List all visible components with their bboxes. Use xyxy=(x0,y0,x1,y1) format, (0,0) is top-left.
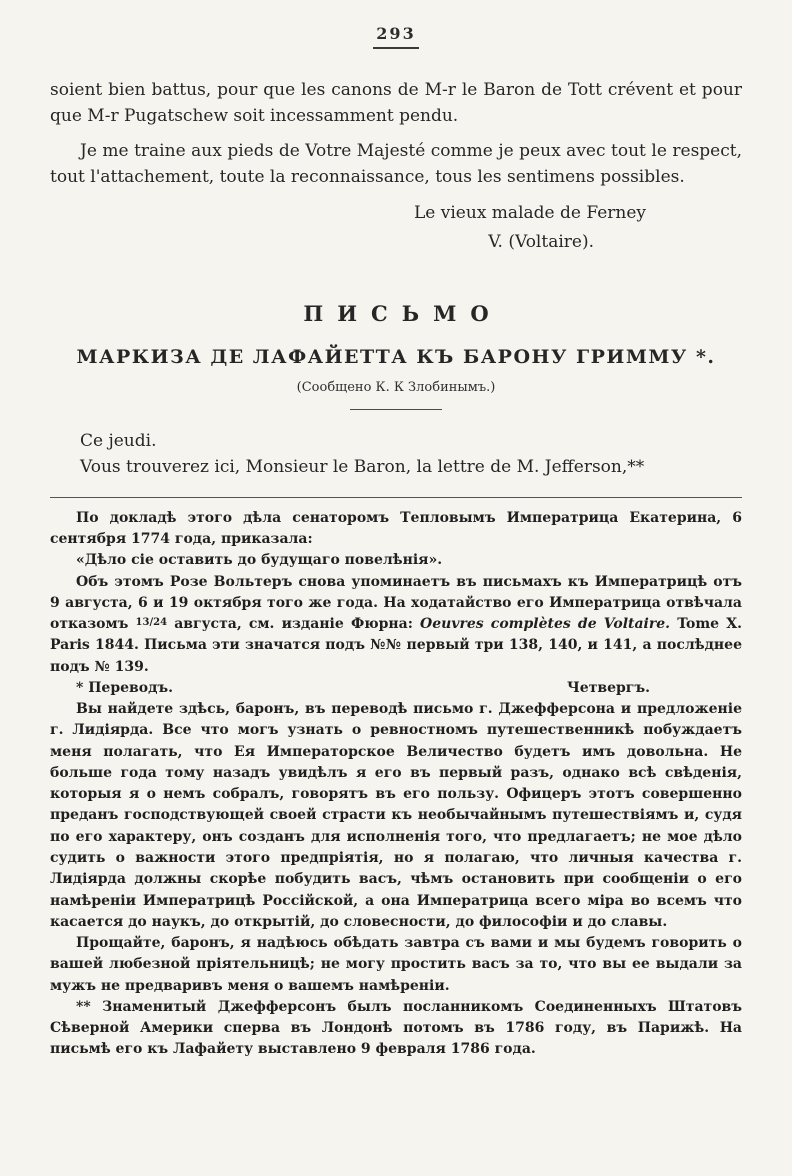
footnote-separator xyxy=(50,497,742,498)
translation-farewell: Прощайте, баронъ, я надѣюсь обѣдать завтра съ вами и мы будемъ говорить о вашей любезной пріятельницѣ; не могу простить васъ за то, что вы ее выдали за мужъ не предваривъ меня о вашемъ намѣреніи. xyxy=(50,935,742,994)
voltaire-paragraph-1: soient bien battus, pour que les canons de M-r le Baron de Tott crévent et pour que M-r Pugatschew soit incessamment pendu. xyxy=(50,80,742,127)
voltaire-paragraph-2: Je me traine aux pieds de Votre Majesté comme je peux avec tout le respect, tout l'attachement, toute la reconnaissance, tous les sentimens possibles. xyxy=(50,140,742,188)
voltaire-signature-place: Le vieux malade de Ferney xyxy=(414,203,646,224)
page-number-rule xyxy=(373,47,419,49)
footnote-voltaire-letters-text-1: Объ этомъ Розе Вольтеръ снова упоминаетъ въ письмахъ къ Императрицѣ отъ 9 августа, 6 и 19 октября того же года. На ходатайство его Императрица отвѣчала отказомъ xyxy=(50,573,742,633)
voltaire-letter-end xyxy=(50,77,742,255)
oeuvres-book-title: Oeuvres complètes de Voltaire. xyxy=(420,616,671,633)
footnote-catherine-order: По докладѣ этого дѣла сенаторомъ Тепловымъ Императрица Екатерина, 6 сентября 1774 года, приказала: xyxy=(50,509,742,548)
footnote-catherine-quote: «Дѣло сіе оставить до будущаго повелѣнія». xyxy=(76,552,443,569)
page-number: 293 xyxy=(376,24,416,43)
footnote-voltaire-letters xyxy=(50,572,742,678)
page-header xyxy=(50,24,742,49)
letter-dateline: Ce jeudi. xyxy=(80,431,157,452)
translation-dateline: Четвергъ. xyxy=(567,679,650,696)
footnotes-block xyxy=(50,508,742,1061)
lafayette-letter-body xyxy=(50,428,742,481)
ornament-rule xyxy=(350,409,442,410)
translation-header xyxy=(50,678,742,699)
letter-opening-line: Vous trouverez ici, Monsieur le Baron, la lettre de M. Jefferson,** xyxy=(80,457,645,478)
footnote-voltaire-letters-text-2: августа, см. изданіе Фюрна: xyxy=(167,616,421,633)
translation-body: Вы найдете здѣсь, баронъ, въ переводѣ письмо г. Джефферсона и предложеніе г. Лидіярда. Все что могъ узнать о ревностномъ путешественникѣ побуждаетъ меня полагать, что Ея Императорское Величество будетъ имъ довольна. Не больше года тому назадъ увидѣлъ я его въ первый разъ, однако всѣ свѣденія, которыя я о немъ собралъ, говорятъ въ его пользу. Офицеръ этотъ совершенно преданъ господствующей своей страсти къ необычайнымъ путешествіямъ и, судя по его характеру, онъ созданъ для исполненія того, что предлагаетъ; не мое дѣло судить о важности этого предпріятія, но я полагаю, что личныя качества г. Лидіярда должны скорѣе побудить васъ, чѣмъ остановить при сообщеніи о его намѣреніи Императрицѣ Россійской, а она Императрица всего міра во всемъ что касается до наукъ, до открытій, до словесности, до философіи и до славы. xyxy=(50,701,742,930)
voltaire-signature-name: V. (Voltaire). xyxy=(488,231,594,252)
date-fraction: 13/24 xyxy=(135,617,168,629)
letter-byline: (Сообщено К. К Злобинымъ.) xyxy=(296,380,496,396)
lafayette-letter-heading xyxy=(50,301,742,410)
footnote-voltaire-letters-text-3: Tome X. Paris 1844. Письма эти значатся подъ №№ первый три 138, 140, и 141, а послѣднее подъ № 139. xyxy=(50,616,742,675)
letter-subtitle: МАРКИЗА ДЕ ЛАФАЙЕТТА КЪ БАРОНУ ГРИММУ *. xyxy=(76,346,716,369)
letter-title: ПИСЬМО xyxy=(303,301,503,327)
footnote-jefferson: ** Знаменитый Джефферсонъ былъ посланникомъ Соединенныхъ Штатовъ Сѣверной Америки сперва въ Лондонѣ потомъ въ 1786 году, въ Парижѣ. На письмѣ его къ Лафайету выставлено 9 февраля 1786 года. xyxy=(50,998,742,1058)
translation-label: * Переводъ. xyxy=(76,679,174,696)
